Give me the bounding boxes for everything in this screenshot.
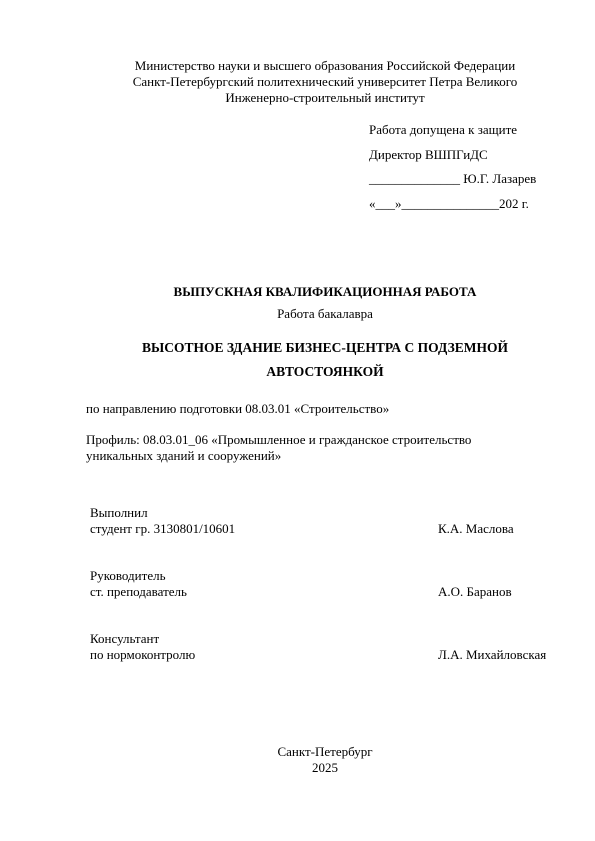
approval-director: Директор ВШПГиДС xyxy=(369,147,488,162)
signature-name: Л.А. Михайловская xyxy=(438,647,547,662)
approval-date-line: «___»_______________202 г. xyxy=(369,196,529,211)
direction-line: по направлению подготовки 08.03.01 «Строительство» xyxy=(86,401,390,416)
work-title-line2: АВТОСТОЯНКОЙ xyxy=(266,364,384,379)
signature-role: Выполнил xyxy=(90,505,148,520)
approval-signature-line: ______________ Ю.Г. Лазарев xyxy=(369,171,537,186)
profile-line1: Профиль: 08.03.01_06 «Промышленное и гражданское строительство xyxy=(86,432,472,447)
signature-name: А.О. Баранов xyxy=(438,584,512,599)
signature-role: Консультант xyxy=(90,631,160,646)
signature-position: по нормоконтролю xyxy=(90,647,196,662)
signature-position: ст. преподаватель xyxy=(90,584,187,599)
work-title-line1: ВЫСОТНОЕ ЗДАНИЕ БИЗНЕС-ЦЕНТРА С ПОДЗЕМНОЙ xyxy=(141,340,509,355)
signature-name: К.А. Маслова xyxy=(438,521,514,536)
university-line: Санкт-Петербургский политехнический университет Петра Великого xyxy=(132,74,518,89)
work-subtype: Работа бакалавра xyxy=(277,306,373,321)
signature-role: Руководитель xyxy=(90,568,166,583)
signature-position: студент гр. 3130801/10601 xyxy=(90,521,236,536)
footer-city: Санкт-Петербург xyxy=(277,744,373,759)
footer-year: 2025 xyxy=(312,760,338,775)
profile-line2: уникальных зданий и сооружений» xyxy=(86,448,282,463)
ministry-line: Министерство науки и высшего образования Российской Федерации xyxy=(134,58,516,73)
work-type: ВЫПУСКНАЯ КВАЛИФИКАЦИОННАЯ РАБОТА xyxy=(173,284,477,299)
approval-admitted: Работа допущена к защите xyxy=(369,122,518,137)
institute-line: Инженерно-строительный институт xyxy=(225,90,425,105)
